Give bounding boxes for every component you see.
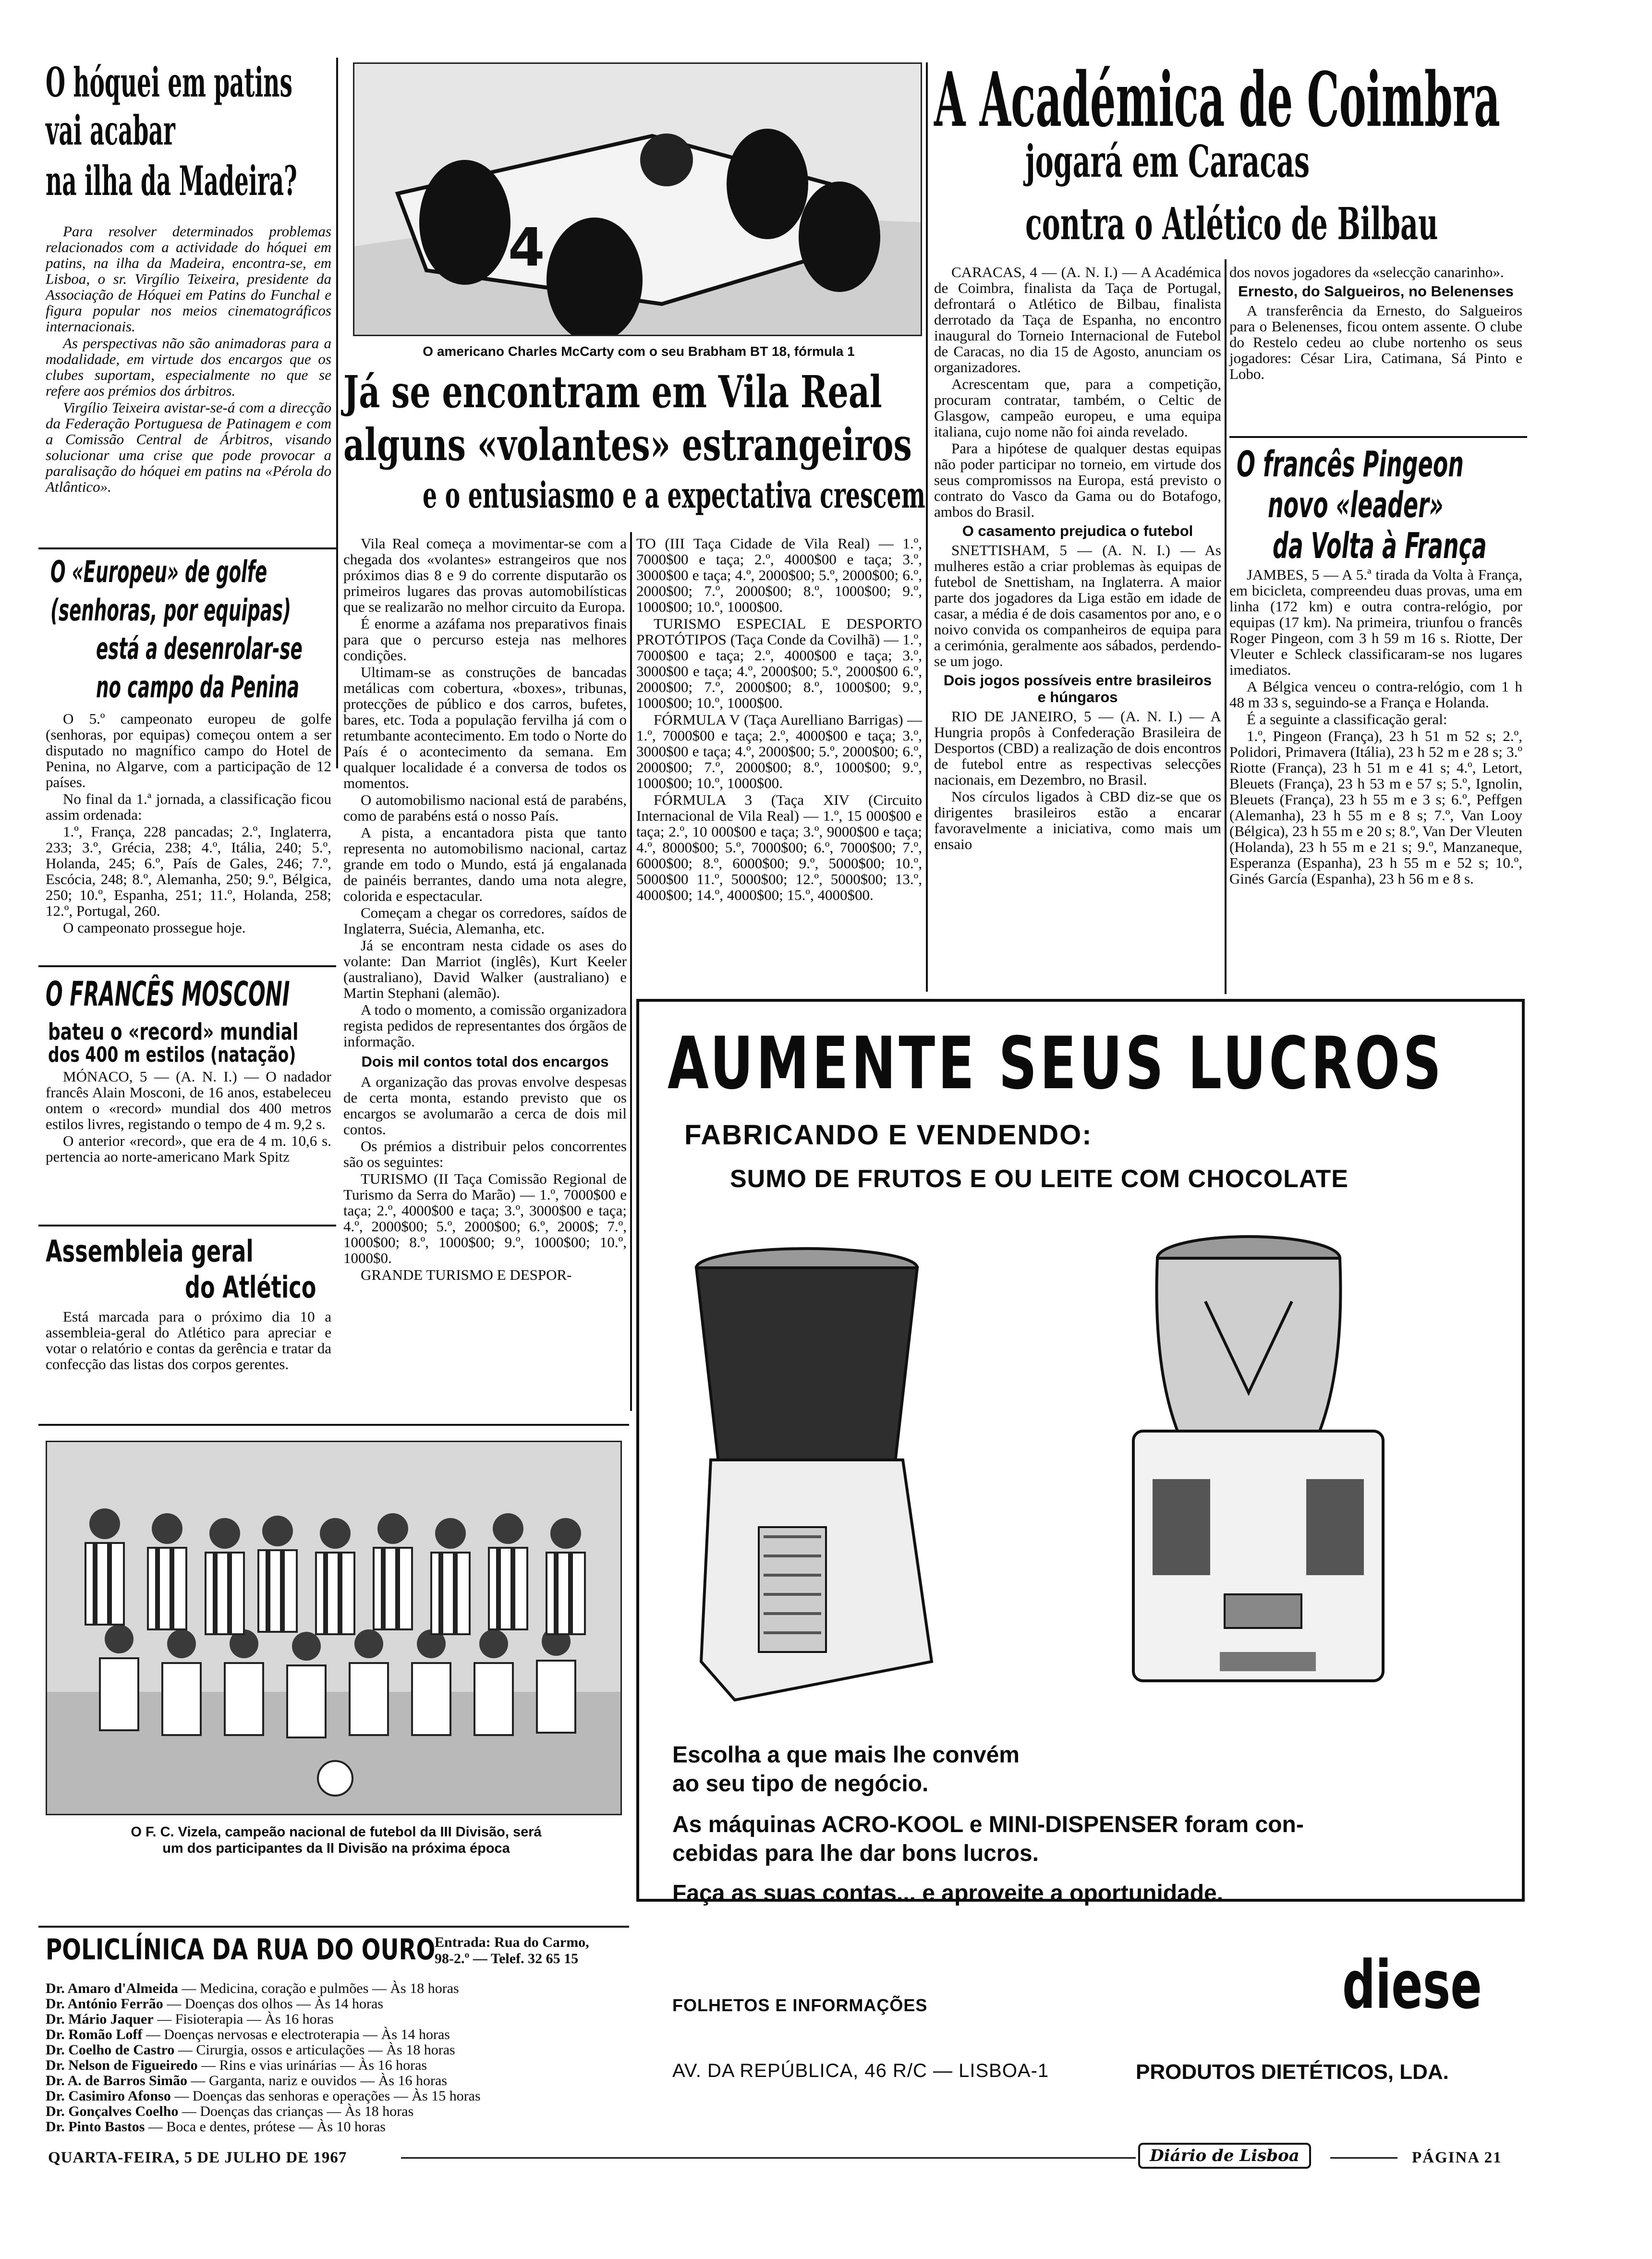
car-photo-caption: O americano Charles McCarty com o seu Brabham BT 18, fórmula 1 [423,344,855,359]
vilareal-column-2 [636,535,922,904]
advert-paragraph-2 [672,1810,1498,1868]
diese-logo: diese [1342,1946,1482,2024]
advert-line-2: SUMO DE FRUTOS E OU LEITE COM CHOCOLATE [730,1165,1348,1193]
academica-title-line1: A Académica de Coimbra [934,56,1500,144]
policlinica-title: POLICLÍNICA DA RUA DO OURO [46,1933,436,1967]
diario-de-lisboa-masthead: Diário de Lisboa [1138,2143,1311,2169]
doctor-name: Dr. Amaro d'Almeida [46,1980,178,1996]
divider [38,1424,629,1426]
doctor-name: Dr. Mário Jaquer [46,2011,154,2027]
vilareal-title-line1: Já se encontram em Vila Real [343,366,882,418]
mosconi-title: O FRANCÊS MOSCONI [46,974,290,1014]
academica-title-line2: jogará em Caracas [1025,135,1310,187]
column-rule [630,532,632,1411]
vilareal-paragraph: Ultimam-se as construções de bancadas metálicas com cobertura, «boxes», tribunas, protecções de público e dos carros, bufetes, bares, etc. Toda a população fervilha já com o retumbante acontecimento. Em todo o Norte do País é o acontecimento da semana. Em qualquer localidade é a conversa de todos os momentos. [343,664,627,791]
academica-paragraph: Nos círculos ligados à CBD diz-se que os dirigentes brasileiros estão a encarar favoravelmente a iniciativa, como mais um ensaio [934,788,1221,852]
divider [38,1926,629,1928]
divider [38,547,336,549]
vilareal-paragraph: TURISMO (II Taça Comissão Regional de Turismo da Serra do Marão) — 1.º, 7000$00 e taça; 2.º, 4000$00 e taça; 3.º, 3000$00 e taça; 4.º, 2000$00; 5.º, 2000$00; 6.º, 2000$; 7.º, 1000$00; 8.º, 1000$00; 9.º, 1000$00; 10.º, 1000$0. [343,1170,627,1266]
academica-paragraph: SNETTISHAM, 5 — (A. N. I.) — As mulheres estão a criar problemas às equipas de futebol de Snettisham, na Inglaterra. A maior parte dos jogadores da Liga estão em idade de casar, a média é de dois casamentos por ano, e o noivo convida os companheiros de equipa para a cerimónia, geralmente aos sábados, perdendo-se um jogo. [934,542,1221,669]
doctor-detail: — Doenças das crianças — Às 18 horas [182,2103,414,2119]
golf-title-line4: no campo da Penina [96,669,300,704]
advert-paragraph-3: Faça as suas contas... e aproveite a oportunidade. [672,1881,1224,1906]
team-caption-line: um dos participantes da II Divisão na próxima época [162,1841,510,1856]
vilareal-paragraph: Começam a chegar os corredores, saídos de Inglaterra, Suécia, Alemanha, etc. [343,904,627,937]
divider [38,965,336,967]
doctor-name: Dr. Pinto Bastos [46,2119,145,2135]
doctor-detail: — Garganta, nariz e ouvidos — Às 16 horas [191,2073,448,2089]
doctor-row [46,2042,622,2058]
academica-paragraph: CARACAS, 4 — (A. N. I.) — A Académica de Coimbra, finalista da Taça de Portugal, defrontará o Atlético de Bilbau, finalista derrotado da Taça de Espanha, no encontro inaugural do Torneio Internacional de Futebol de Caracas, no dia 15 de Agosto, anunciam os organizadores. [934,264,1221,376]
vilareal-title-line2: alguns «volantes» estrangeiros [343,419,912,471]
footer-rule [1330,2157,1397,2159]
policlinica-doctors-list [46,1981,622,2135]
vilareal-paragraph: FÓRMULA 3 (Taça XIV (Circuito Internacional de Vila Real) — 1.º, 15 000$00 e taça; 2.º, 10 000$00 e taça; 3.º, 9000$00 e taça; 4.º, 8000$00; 5.º, 7000$00; 6.º, 7000$00; 7.º, 6000$00; 8.º, 6000$00; 9.º, 5000$00; 10.º, 5000$00 11.º, 5000$00; 12.º, 5000$00; 13.º, 4000$00; 14.º, 4000$00; 15.º, 4000$00. [636,791,922,903]
academica-paragraph: Acrescentam que, para a competição, procuram contratar, também, o Celtic de Glasgow, campeão europeu, e uma equipa italiana, cujo nome não foi ainda revelado. [934,376,1221,440]
vilareal-paragraph: TO (III Taça Cidade de Vila Real) — 1.º, 7000$00 e taça; 2.º, 4000$00 e taça; 3.º, 3000$00 e taça; 4.º, 2000$00; 5.º, 2000$00; 6.º, 2000$00; 7.º, 2000$00; 8.º, 1000$00; 9.º, 1000$00; 10.º, 1000$00. [636,535,922,615]
academica-paragraph: Para a hipótese de qualquer destas equipas não poder participar no torneio, em virtude dos seus compromissos na Europa, está previsto o contrato do Vasco da Gama ou do Botafogo, ambos do Brasil. [934,440,1221,520]
doctor-detail: — Medicina, coração e pulmões — Às 18 horas [182,1980,459,1996]
academica-paragraph: RIO DE JANEIRO, 5 — (A. N. I.) — A Hungria propôs à Confederação Brasileira de Desportos (CBD) a realização de dois encontros de futebol entre as respectivas selecções nacionais, em Dezembro, no Brasil. [934,708,1221,788]
footer-date: QUARTA-FEIRA, 5 DE JULHO DE 1967 [48,2149,347,2166]
hockey-body [46,223,331,496]
mosconi-paragraph: O anterior «record», que era de 4 m. 10,6 s. pertencia ao norte-americano Mark Spitz [46,1132,331,1165]
advert-paragraph-1 [672,1741,1020,1798]
academica-subheading: O casamento prejudica o futebol [962,522,1193,539]
hockey-paragraph: Virgílio Teixeira avistar-se-á com a direcção da Federação Portuguesa de Patinagem e com a Comissão Central de Árbitros, visando solucionar uma crise que pode provocar a paralisação do hóquei em patins na «Pérola do Atlântico». [46,399,331,495]
pingeon-paragraph: A Bélgica venceu o contra-relógio, com 1 h 48 m 33 s, seguindo-se a França e Holanda. [1229,678,1522,711]
doctor-detail: — Doenças nervosas e electroterapia — Às 14 horas [146,2027,450,2042]
advert-text-line: Escolha a que mais lhe convém [672,1742,1020,1768]
golf-title-line3: está a desenrolar-se [96,631,303,666]
doctor-row [46,2027,622,2042]
hockey-paragraph: Para resolver determinados problemas relacionados com a actividade do hóquei em patins, na ilha da Madeira, encontra-se, em Lisboa, o sr. Virgílio Teixeira, presidente da Associação de Hóquei em Patins do Funchal e figura popular nos meios cinematográficos internacionais. [46,223,331,335]
vilareal-column-1 [343,535,627,1284]
doctor-detail: — Doenças das senhoras e operações — Às 15 horas [174,2088,481,2104]
divider [1229,436,1527,438]
academica-column-2 [1229,264,1522,383]
doctor-row [46,2119,622,2135]
pingeon-paragraph: 1.º, Pingeon (França), 23 h 51 m 52 s; 2.º, Polidori, Primavera (Itália), 23 h 52 m e 28 s; 3.º Riotte (França), 23 h 51 m e 41 s; 4.º, Letort, Bleuets (França), 23 h 53 m e 57 s; 5.º, Ignolin, Bleuets (França), 23 h 55 m e 3 s; 6.º, Peffgen (Alemanha), 23 h 55 m e 8 s; 7.º, Van Looy (Bélgica), 23 h 55 m e 20 s; 8.º, Van Der Vleuten (Holanda), 23 h 55 m e 21 s; 9.º, Manzaneque, Esperanza (Espanha), 23 h 55 m e 52 s; 10.º, Ginés García (Espanha), 23 h 56 m e 8 s. [1229,728,1522,887]
academica-column-1 [934,264,1221,853]
mini-dispenser-machine-icon [1133,1237,1383,1681]
pingeon-paragraph: JAMBES, 5 — A 5.ª tirada da Volta à França, em bicicleta, compreendeu duas provas, uma em linha (172 km) e outra contra-relógio, por equipas (17 km). Na primeira, triunfou o francês Roger Pingeon, com 3 h 59 m 16 s. Riotte, Der Vleuter e Schleck classificaram-se nos lugares imediatos. [1229,566,1522,678]
mosconi-body [46,1069,331,1166]
mosconi-subtitle-line2: dos 400 m estilos (natação) [48,1043,296,1067]
team-caption-line: O F. C. Vizela, campeão nacional de futebol da III Divisão, será [131,1824,542,1840]
page-number: PÁGINA 21 [1412,2149,1502,2166]
vilareal-paragraph: Vila Real começa a movimentar-se com a chegada dos «volantes» estrangeiros que nos próximos dias 8 e 9 do corrente disputarão os primeiros lugares das provas automobilísticas que se realizarão no melhor circuito da Europa. [343,535,627,615]
race-car-photo [353,62,922,336]
vilareal-paragraph: É enorme a azáfama nos preparativos finais para que o percurso esteja nas melhores condições. [343,615,627,664]
vizela-team-photo [46,1441,622,1815]
pingeon-title-line2: novo «leader» [1268,485,1444,526]
advert-text-line: ao seu tipo de negócio. [672,1771,929,1797]
column-rule [926,62,928,992]
team-photo-caption [53,1824,620,1857]
doctor-row [46,1981,622,1996]
golf-body [46,711,331,936]
divider [38,1225,336,1227]
doctor-detail: — Doenças dos olhos — Às 14 horas [167,1996,383,2012]
doctor-detail: — Fisioterapia — Às 16 horas [157,2011,334,2027]
vilareal-paragraph: GRANDE TURISMO E DESPOR- [361,1266,572,1283]
doctor-row [46,2012,622,2027]
doctor-name: Dr. Romão Loff [46,2027,143,2042]
advert-address: AV. DA REPÚBLICA, 46 R/C — LISBOA-1 [672,2060,1049,2081]
hockey-paragraph: As perspectivas não são animadoras para a modalidade, em virtude dos encargos que os clubes suportam, especialmente no que se refere aos prémios dos árbitros. [46,335,331,399]
atletico-title-line1: Assembleia geral [46,1234,254,1269]
pingeon-title-line3: da Volta à França [1273,525,1487,567]
doctor-detail: — Cirurgia, ossos e articulações — Às 18 horas [178,2042,455,2058]
doctor-name: Dr. Casimiro Afonso [46,2088,171,2104]
golf-title-line2: (senhoras, por equipas) [50,593,292,628]
doctor-name: Dr. A. de Barros Simão [46,2073,188,2089]
advert-text-line: As máquinas ACRO-KOOL e MINI-DISPENSER foram con- [672,1812,1304,1837]
atletico-paragraph: Está marcada para o próximo dia 10 a assembleia-geral do Atlético para apreciar e votar o relatório e contas da gerência e tratar da confecção das listas dos corpos gerentes. [46,1308,331,1372]
pingeon-title-line1: O francês Pingeon [1237,444,1464,485]
doctor-name: Dr. António Ferrão [46,1996,163,2012]
vilareal-paragraph: TURISMO ESPECIAL E DESPORTO PROTÓTIPOS (Taça Conde da Covilhã) — 1.º, 7000$00 e taça; 2.º, 4000$00 e taça; 3.º, 3000$00 e taça; 4.º, 2000$00; 5.º, 2000$00 6.º, 2000$00; 7.º, 2000$00; 8.º, 1000$00; 9.º, 1000$00; 10.º, 1000$00. [636,615,922,711]
hockey-title-line1: O hóquei em patins [46,59,292,106]
doctor-detail: — Rins e vias urinárias — Às 16 horas [201,2057,427,2073]
academica-paragraph: A transferência da Ernesto, do Salgueiros para o Belenenses, ficou ontem assente. O clube do Restelo cedeu ao clube nortenho os seus jogadores: César Lira, Catimana, Sá Pinto e Lobo. [1229,302,1522,382]
doctor-row [46,1996,622,2012]
vilareal-paragraph: A todo o momento, a comissão organizadora regista pedidos de representantes dos órgãos de informação. [343,1001,627,1050]
golf-paragraph: O campeonato prossegue hoje. [63,919,246,936]
dispenser-machines-illustration [682,1229,1479,1719]
academica-title-line3: contra o Atlético de Bilbau [1025,198,1438,250]
mosconi-subtitle-line1: bateu o «record» mundial [48,1019,299,1045]
doctor-row [46,2058,622,2073]
doctor-name: Dr. Gonçalves Coelho [46,2103,179,2119]
vilareal-title-line3: e o entusiasmo e a expectativa crescem [423,475,925,516]
atletico-title-line2: do Atlético [185,1270,316,1305]
policlinica-entrada-line: Entrada: Rua do Carmo, [435,1934,589,1950]
policlinica-entrada [435,1934,589,1967]
svg-text:4: 4 [508,217,545,278]
race-car-icon [354,64,922,336]
column-rule [336,58,338,768]
team-photo-icon [47,1442,622,1815]
doctor-detail: — Boca e dentes, prótese — Às 10 horas [148,2119,386,2135]
vilareal-paragraph: A pista, a encantadora pista que tanto representa no automobilismo nacional, cartaz grande em todo o Mundo, está já engalanada de painéis berrantes, dando uma nota alegre, colorida e espectacular. [343,824,627,904]
vilareal-subheading: Dois mil contos total dos encargos [361,1053,609,1070]
vilareal-paragraph: A organização das provas envolve despesas de certa monta, estando previsto que os encargos se avolumarão a cerca de dois mil contos. [343,1073,627,1138]
academica-subheading: Ernesto, do Salgueiros, no Belenenses [1238,283,1514,300]
footer-rule [401,2157,1136,2159]
vilareal-paragraph: FÓRMULA V (Taça Aurelliano Barrigas) — 1.º, 7000$00 e taça; 2.º, 4000$00 e taça; 3.º, 3000$00 e taça; 4.º, 2000$00; 5.º, 2000$00; 6.º, 2000$00; 7.º, 2000$00; 8.º, 1000$00; 9.º, 1000$00; 10.º, 1000$00. [636,711,922,791]
mosconi-paragraph: MÓNACO, 5 — (A. N. I.) — O nadador francês Alain Mosconi, de 16 anos, estabeleceu ontem o «record» mundial dos 400 metros estilos livres, registando o tempo de 4 m. 9,2 s. [46,1068,331,1132]
golf-title-line1: O «Europeu» de golfe [50,554,267,589]
policlinica-entrada-line: 98-2.º — Telef. 32 65 15 [435,1951,579,1967]
doctor-name: Dr. Coelho de Castro [46,2042,175,2058]
doctor-row [46,2104,622,2119]
vilareal-paragraph: Já se encontram nesta cidade os ases do volante: Dan Marriot (inglês), Kurt Keeler (australiano), David Walker (australiano) e Martin Stephani (alemão). [343,937,627,1001]
atletico-body [46,1309,331,1373]
advert-company: PRODUTOS DIETÉTICOS, LDA. [1136,2060,1449,2084]
golf-paragraph: O 5.º campeonato europeu de golfe (senhoras, por equipas) começou ontem a ser disputado no magnífico campo do Hotel de Penina, no Algarve, com a participação de 12 países. [46,710,331,790]
vilareal-paragraph: Os prémios a distribuir pelos concorrentes são os seguintes: [343,1138,627,1170]
pingeon-paragraph: É a seguinte a classificação geral: [1247,711,1447,728]
hockey-title-line3: na ilha da Madeira? [46,157,297,205]
golf-paragraph: No final da 1.ª jornada, a classificação ficou assim ordenada: [46,790,331,823]
acro-kool-machine-icon [696,1249,932,1700]
academica-paragraph: dos novos jogadores da «selecção canarinho». [1229,264,1504,280]
hockey-title-line2: vai acabar [46,107,175,154]
advert-folhetos: FOLHETOS E INFORMAÇÕES [672,1995,928,2015]
doctor-name: Dr. Nelson de Figueiredo [46,2057,198,2073]
vilareal-paragraph: O automobilismo nacional está de parabéns, como de parabéns está o nosso País. [343,791,627,824]
advert-line-1: FABRICANDO E VENDENDO: [684,1119,1093,1151]
doctor-row [46,2089,622,2104]
pingeon-body [1229,567,1522,887]
column-rule [1225,259,1227,994]
advert-headline: AUMENTE SEUS LUCROS [668,1022,1445,1105]
golf-paragraph: 1.º, França, 228 pancadas; 2.º, Inglaterra, 233; 3.º, Grécia, 238; 4.º, Itália, 240; 5.º, Holanda, 245; 6.º, País de Gales, 246; 7.º, Escócia, 248; 8.º, Alemanha, 250; 9.º, Bélgica, 250; 10.º, Espanha, 251; 11.º, Holanda, 258; 12.º, Portugal, 260. [46,823,331,919]
academica-subheading: Dois jogos possíveis entre brasileiros e húngaros [943,672,1212,705]
doctor-row [46,2073,622,2089]
advert-text-line: cebidas para lhe dar bons lucros. [672,1841,1039,1866]
